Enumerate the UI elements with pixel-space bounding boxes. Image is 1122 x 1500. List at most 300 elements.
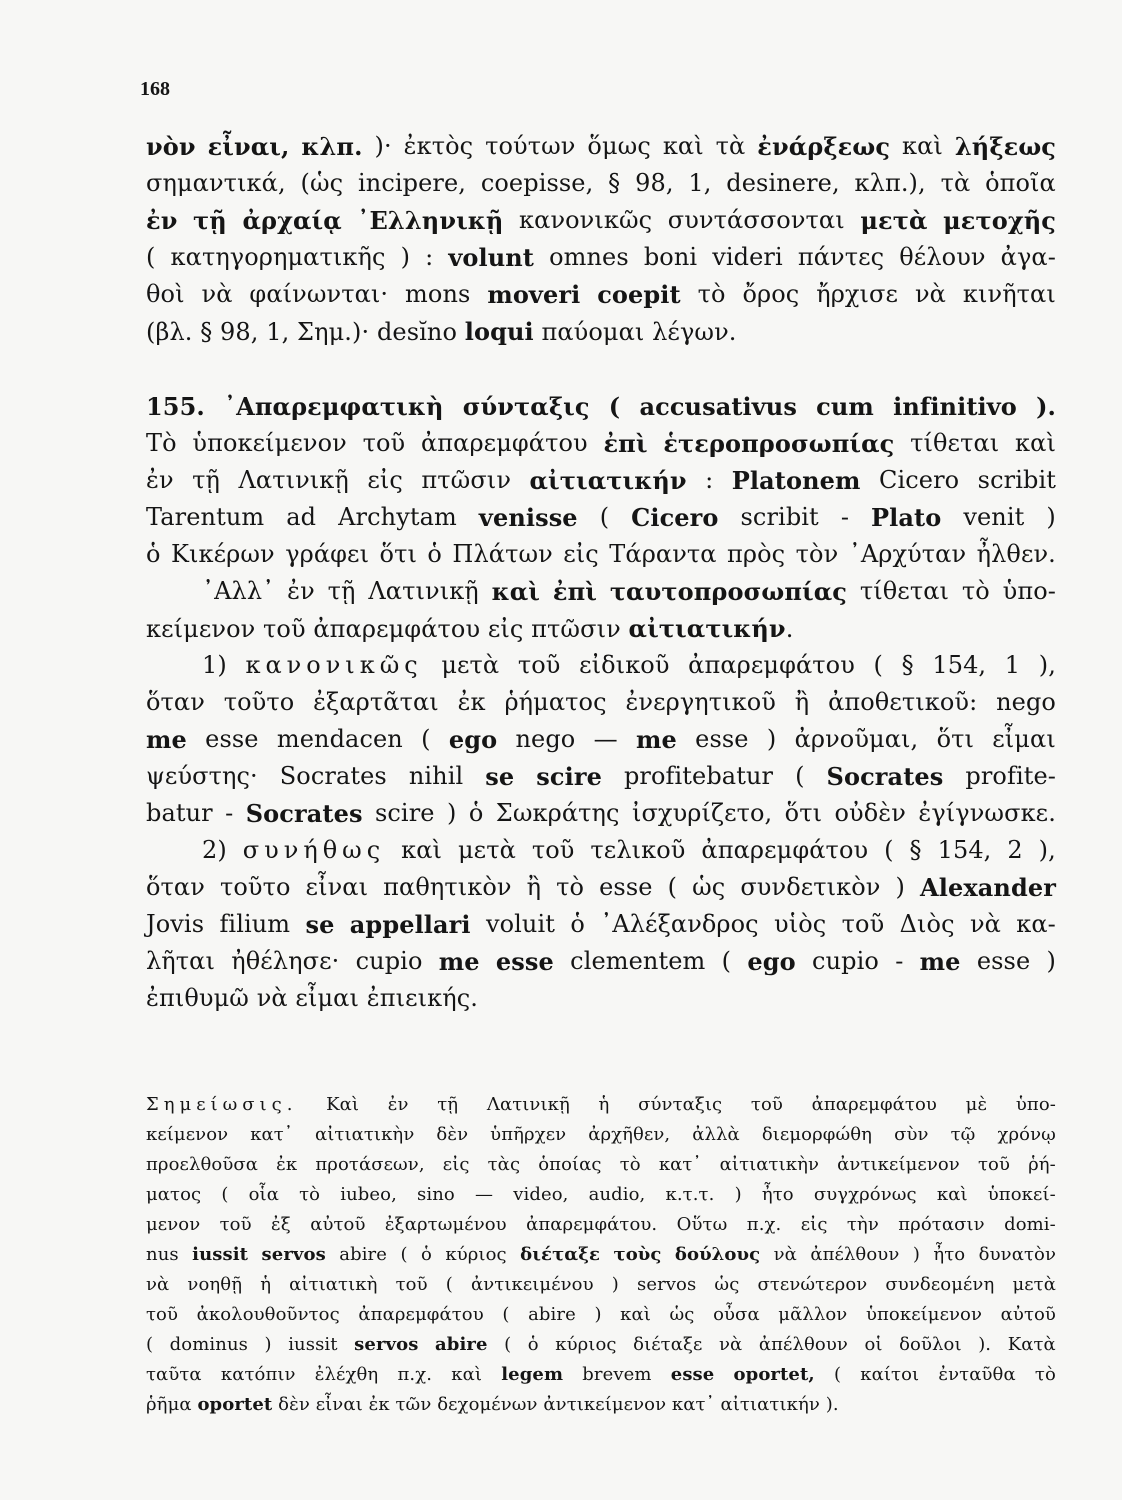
word: ἤρχισε	[816, 280, 899, 308]
word: ᾿Απαρεμφατικὴ	[224, 392, 444, 421]
word: ἐξαρτᾶται	[313, 688, 439, 716]
word: boni	[643, 243, 698, 271]
word: me	[919, 947, 961, 976]
word: τίθεται	[859, 577, 950, 605]
text-line	[146, 536, 1056, 573]
word: coepisse,	[480, 169, 594, 197]
text-segment: ῥῆμα	[146, 1394, 198, 1415]
word: (	[221, 1184, 229, 1205]
word: Τάραντα	[609, 540, 717, 568]
word: Socrates	[826, 762, 944, 791]
word: (	[721, 947, 732, 975]
word: )	[766, 725, 777, 753]
word: ὡς	[692, 873, 726, 901]
word: συντάσσονται	[667, 206, 845, 234]
word: Καὶ	[326, 1094, 360, 1115]
word: εἰς	[367, 466, 403, 494]
word: καὶ	[936, 1184, 968, 1205]
word: videri	[712, 243, 783, 271]
word: καὶ	[620, 1304, 651, 1325]
word: -	[895, 947, 904, 975]
note-line	[146, 1360, 1056, 1390]
word: servos	[354, 1334, 419, 1355]
word: ὁ	[527, 1334, 539, 1355]
word: me	[636, 725, 677, 754]
word: ἀρχαίᾳ	[242, 206, 342, 235]
word: αἰτιατικήν	[529, 466, 687, 495]
word: ματος	[146, 1184, 202, 1205]
word: στενώτερον	[757, 1274, 868, 1295]
word: κατόπιν	[220, 1364, 296, 1385]
footnote-remark	[146, 1090, 1056, 1420]
word: dominus	[169, 1334, 248, 1355]
word: ἐν	[146, 466, 174, 494]
word: -	[840, 503, 850, 531]
word: τοῦ	[977, 1154, 1010, 1175]
word: ὁ	[146, 540, 161, 568]
word: αἰτιατικὴν	[314, 1124, 415, 1145]
word: Platonem	[731, 466, 861, 495]
word: ἐξ	[271, 1214, 291, 1235]
word: Cicero	[878, 466, 960, 494]
word: (ὡς	[300, 169, 344, 197]
word: νὸν	[146, 132, 196, 161]
word: σύνταξις	[638, 1094, 723, 1115]
word: δούλους	[674, 1244, 761, 1265]
word: τούτων	[485, 132, 576, 160]
word: (	[146, 243, 156, 271]
word: servos	[636, 1274, 697, 1295]
word: (	[873, 651, 883, 679]
word: desinere,	[726, 169, 840, 197]
word: ἀπαρεμφάτου	[811, 1094, 937, 1115]
note-line	[146, 1120, 1056, 1150]
word: esse	[599, 873, 653, 901]
word: :	[705, 466, 714, 494]
word: Plato	[871, 503, 942, 532]
word: (	[400, 1244, 408, 1265]
word: ἡ	[598, 1094, 610, 1115]
text-line	[146, 462, 1056, 499]
word: θοὶ	[146, 280, 185, 308]
word: τὴν	[846, 1214, 879, 1235]
word: ὁποίας	[538, 1154, 602, 1175]
word: (	[421, 725, 431, 753]
word: ὅμως	[587, 132, 651, 160]
word: iussit	[192, 1244, 249, 1265]
word: ἀπαρεμφάτου	[688, 651, 855, 679]
text-line	[146, 313, 1056, 350]
word: ad	[286, 503, 317, 531]
word: Socrates	[279, 762, 387, 790]
word: oportet,	[733, 1364, 815, 1385]
word: (	[445, 1274, 453, 1295]
word: δυνατὸν	[978, 1244, 1056, 1265]
word: iubeo,	[340, 1184, 397, 1205]
text-line	[146, 239, 1056, 276]
word: πτῶσιν	[421, 466, 512, 494]
text-segment: δὲν εἶναι ἐκ τῶν δεχομένων ἀντικείμενον κατ᾿ αἰτιατικήν ).	[272, 1394, 839, 1415]
word: Λατινικῇ	[486, 1094, 570, 1115]
note-line	[146, 1270, 1056, 1300]
word: τοῦ	[362, 429, 406, 457]
word: ἐν	[387, 1094, 409, 1115]
word: )	[446, 799, 457, 827]
word: παθητικὸν	[383, 873, 512, 901]
word: ἐξαρτωμένου	[384, 1214, 507, 1235]
word: esse	[670, 1364, 715, 1385]
word: νοηθῇ	[187, 1274, 243, 1295]
word: οἷα	[248, 1184, 279, 1205]
word: μενον	[146, 1214, 201, 1235]
text-line	[146, 276, 1056, 313]
word: ἀπαρεμφάτου.	[526, 1214, 658, 1235]
word: me	[146, 725, 187, 754]
word: —	[474, 1184, 494, 1205]
word: λῆται	[146, 947, 215, 975]
word: 2	[1007, 836, 1023, 864]
word: (	[833, 1364, 842, 1385]
word: ὁ	[570, 910, 585, 938]
word: ἢ	[526, 873, 542, 901]
word: nego	[996, 688, 1056, 716]
word: ὑποκεί-	[987, 1184, 1056, 1205]
word: ἀλλὰ	[692, 1124, 740, 1145]
word: ὅτι	[936, 725, 974, 753]
word: χρόνῳ	[997, 1124, 1056, 1145]
word: clementem	[570, 947, 706, 975]
text-segment: (βλ. § 98, 1, Σημ.)· desĭno	[146, 318, 465, 346]
text-segment: αἰτιατικήν	[628, 614, 786, 643]
word: εἰς	[442, 1154, 470, 1175]
word: (	[884, 836, 894, 864]
text-line	[146, 684, 1056, 721]
word: domi-	[1004, 1214, 1056, 1235]
word: τοῦ	[219, 1214, 252, 1235]
word: νὰ	[146, 1274, 170, 1295]
word: τοῦτο	[219, 873, 291, 901]
word: νὰ	[969, 910, 1001, 938]
word: Alexander	[920, 873, 1056, 902]
note-line	[146, 1210, 1056, 1240]
word: τοῦ	[395, 1274, 428, 1295]
word: τὸν	[795, 540, 839, 568]
word: mons	[405, 280, 471, 308]
word: 155.	[146, 392, 205, 421]
word: μᾶλλον	[778, 1304, 848, 1325]
word: (	[608, 392, 621, 421]
word: τοῦ	[841, 910, 885, 938]
word: ὁ	[427, 540, 442, 568]
note-line	[146, 1180, 1056, 1210]
text-segment: loqui	[464, 317, 534, 346]
word: καὶ	[1015, 429, 1056, 457]
word: Οὕτω	[676, 1214, 728, 1235]
word: abire	[435, 1334, 488, 1355]
word: ).	[1036, 392, 1056, 421]
word: ἀπέλθουν	[810, 1244, 900, 1265]
word: πρότασιν	[898, 1214, 985, 1235]
word: (	[667, 873, 678, 901]
word: ὑπο-	[1002, 577, 1056, 605]
word: ἀπέλθουν	[758, 1334, 848, 1355]
word: ὄρος	[742, 280, 800, 308]
word: (	[599, 503, 610, 531]
word: ἐνάρξεως	[757, 132, 891, 161]
word: filium	[219, 910, 291, 938]
word: τελικοῦ	[590, 836, 686, 864]
word: legem	[501, 1364, 564, 1385]
note-line	[146, 1330, 1056, 1360]
word: esse	[695, 725, 749, 753]
word: cupio	[812, 947, 879, 975]
word: Archytam	[338, 503, 457, 531]
word: infinitivo	[893, 392, 1017, 421]
word: καὶ	[491, 577, 541, 606]
word: φαίνωνται·	[249, 280, 389, 308]
word: ῥή-	[1028, 1154, 1056, 1175]
word: §	[608, 169, 621, 197]
word: εἶναι,	[207, 132, 290, 161]
word: scire	[374, 799, 435, 827]
word: συνδετικὸν	[740, 873, 881, 901]
word: profitebatur	[623, 762, 774, 790]
word: 1	[1004, 651, 1021, 679]
word: κατ᾿	[658, 1154, 702, 1175]
word: ἐκ	[276, 1154, 298, 1175]
word: κλπ.),	[854, 169, 926, 197]
text-segment: κανονικῶς	[245, 651, 423, 679]
word: μὲ	[965, 1094, 988, 1115]
word: ἀντικείμενον	[837, 1154, 960, 1175]
text-line	[146, 202, 1056, 239]
word: ὑποκείμενον	[192, 429, 347, 457]
word: se	[305, 910, 335, 939]
word: (	[795, 762, 805, 790]
word: ἡ	[260, 1274, 272, 1295]
word: ἢ	[794, 688, 810, 716]
text-segment: ἐπιθυμῶ νὰ εἶμαι ἐπιεικής.	[146, 984, 478, 1012]
word: profite-	[965, 762, 1056, 790]
word: αὐτοῦ	[310, 1214, 366, 1235]
word: Tarentum	[146, 503, 265, 531]
word: cum	[816, 392, 874, 421]
word: Κατὰ	[1007, 1334, 1056, 1355]
word: κατ᾿	[250, 1124, 293, 1145]
word: iussit	[288, 1334, 338, 1355]
word: καὶ	[451, 1364, 483, 1385]
word: abire	[528, 1304, 576, 1325]
text-segment: Σημείωσις.	[146, 1094, 298, 1115]
word: γράφει	[285, 540, 370, 568]
word: τοῦ	[750, 1094, 783, 1115]
word: κλπ.	[301, 132, 363, 161]
word: κα-	[1016, 910, 1056, 938]
word: 2)	[202, 836, 227, 864]
word: τὰ	[715, 132, 746, 160]
word: Διὸς	[899, 910, 955, 938]
word: 1)	[202, 651, 227, 679]
word: venisse	[478, 503, 578, 532]
word: scribit	[740, 503, 819, 531]
word: ὡς	[714, 1274, 740, 1295]
word: ᾿Αλλ᾿	[202, 577, 275, 605]
word: συνδεομένη	[885, 1274, 995, 1295]
text-line	[146, 573, 1056, 610]
word: (	[146, 1334, 154, 1355]
note-line	[146, 1240, 1056, 1270]
word: αἰτιατικὴν	[719, 1154, 820, 1175]
word: προελθοῦσα	[146, 1154, 259, 1175]
word: )	[895, 873, 905, 901]
word: sino	[417, 1184, 455, 1205]
word: ἐνεργητικοῦ	[625, 688, 776, 716]
word: Τὸ	[146, 429, 177, 457]
word: ταυτοπροσωπίας	[609, 577, 847, 606]
word: τοῦ	[146, 1304, 179, 1325]
page-number: 168	[140, 78, 170, 100]
word: ἀπαρεμφάτου	[701, 836, 869, 864]
text-line	[146, 721, 1056, 758]
word: καὶ	[901, 132, 943, 160]
word: σημαντικά,	[146, 169, 286, 197]
word: ᾿Αλέξανδρος	[600, 910, 759, 938]
word: )	[611, 1274, 619, 1295]
word: μετὰ	[441, 651, 500, 679]
word: )	[264, 1334, 272, 1355]
word: ταῦτα	[146, 1364, 202, 1385]
word: cupio	[355, 947, 423, 975]
word: καὶ	[662, 132, 704, 160]
word: )	[400, 243, 411, 271]
text-line	[146, 758, 1056, 795]
word: τῇ	[192, 466, 220, 494]
word: μετοχῆς	[943, 206, 1056, 235]
word: abire	[339, 1244, 388, 1265]
word: τὸ	[556, 873, 585, 901]
word: )	[734, 1184, 742, 1205]
word: ἀπαρεμφάτου	[420, 429, 588, 457]
word: ἀντικειμένου	[470, 1274, 594, 1295]
word: appellari	[349, 910, 471, 939]
word: ),	[1038, 651, 1056, 679]
word: εἶμαι	[992, 725, 1056, 753]
word: ).	[978, 1334, 992, 1355]
word: batur	[146, 799, 213, 827]
word: ἠθέλησε·	[231, 947, 340, 975]
word: voluit	[485, 910, 555, 938]
word: ἀρνοῦμαι,	[794, 725, 919, 753]
word: ὑποκείμενον	[865, 1304, 983, 1325]
text-segment: συνήθως	[242, 836, 386, 864]
word: )	[912, 1244, 920, 1265]
word: (	[504, 1334, 512, 1355]
text-segment: κείμενον τοῦ ἀπαρεμφάτου εἰς πτῶσιν	[146, 615, 629, 643]
text-line	[146, 832, 1056, 869]
word: Σωκράτης	[495, 799, 620, 827]
word: διέταξε	[520, 1244, 601, 1265]
word: audio,	[588, 1184, 646, 1205]
word: accusativus	[639, 392, 797, 421]
word: δὲν	[436, 1124, 469, 1145]
text-line	[146, 943, 1056, 980]
word: ᾿Αρχύταν	[848, 540, 967, 568]
text-line	[146, 906, 1056, 943]
text-line	[146, 425, 1056, 462]
word: τῇ	[437, 1094, 459, 1115]
word: νὰ	[201, 280, 233, 308]
word: video,	[513, 1184, 569, 1205]
text-segment: .	[785, 615, 794, 643]
word: ὁ	[420, 1244, 432, 1265]
word: ὡς	[669, 1304, 695, 1325]
word: νὰ	[718, 1334, 743, 1355]
word: τὸ	[619, 1154, 641, 1175]
word: —	[593, 725, 618, 753]
word: ),	[1038, 836, 1056, 864]
word: omnes	[549, 243, 629, 271]
word: πάντες	[797, 243, 885, 271]
word: τὸ	[299, 1184, 321, 1205]
word: ὅτι	[784, 799, 823, 827]
word: ἐνταῦθα	[938, 1364, 1016, 1385]
word: τίθεται	[910, 429, 1000, 457]
word: τὰς	[487, 1154, 521, 1175]
word: ἀγα-	[1000, 243, 1056, 271]
word: esse	[976, 947, 1031, 975]
word: ἐκτὸς	[403, 132, 474, 160]
word: ῥήματος	[504, 688, 607, 716]
word: συγχρόνως	[813, 1184, 917, 1205]
word: me	[438, 947, 480, 976]
word: ἑτεροπροσωπίας	[663, 429, 895, 458]
word: εἶναι	[305, 873, 369, 901]
word: μετὰ	[1012, 1274, 1056, 1295]
word: τὸ	[1034, 1364, 1056, 1385]
word: ἀπαρεμφάτου	[358, 1304, 484, 1325]
word: π.χ.	[397, 1364, 433, 1385]
word: ἀρχῆθεν,	[588, 1124, 671, 1145]
word: τῷ	[950, 1124, 976, 1145]
word: ἐπὶ	[603, 429, 648, 458]
word: ἐλέχθη	[314, 1364, 379, 1385]
word: ἐκ	[457, 688, 486, 716]
word: Socrates	[245, 799, 363, 828]
word: -	[225, 799, 234, 827]
word: ἀποθετικοῦ:	[828, 688, 978, 716]
word: 1,	[688, 169, 712, 197]
word: τοὺς	[613, 1244, 662, 1265]
word: ἰσχυρίζετο,	[631, 799, 773, 827]
word: τοῦ	[531, 836, 575, 864]
word: mendacen	[276, 725, 403, 753]
main-text	[146, 128, 1056, 1017]
text-line	[146, 980, 1056, 1017]
word: ὑπο-	[1015, 1094, 1056, 1115]
word: νὰ	[914, 280, 946, 308]
word: μετὰ	[457, 836, 516, 864]
word: τῇ	[327, 577, 356, 605]
word: §	[909, 836, 922, 864]
word: τοῦτο	[223, 688, 295, 716]
word: καίτοι	[860, 1364, 920, 1385]
word: ψεύστης·	[146, 762, 258, 790]
word: τὸ	[961, 577, 990, 605]
word: κανονικῶς	[519, 206, 653, 234]
word: (	[502, 1304, 510, 1325]
text-line	[146, 795, 1056, 832]
word: Πλάτων	[452, 540, 553, 568]
